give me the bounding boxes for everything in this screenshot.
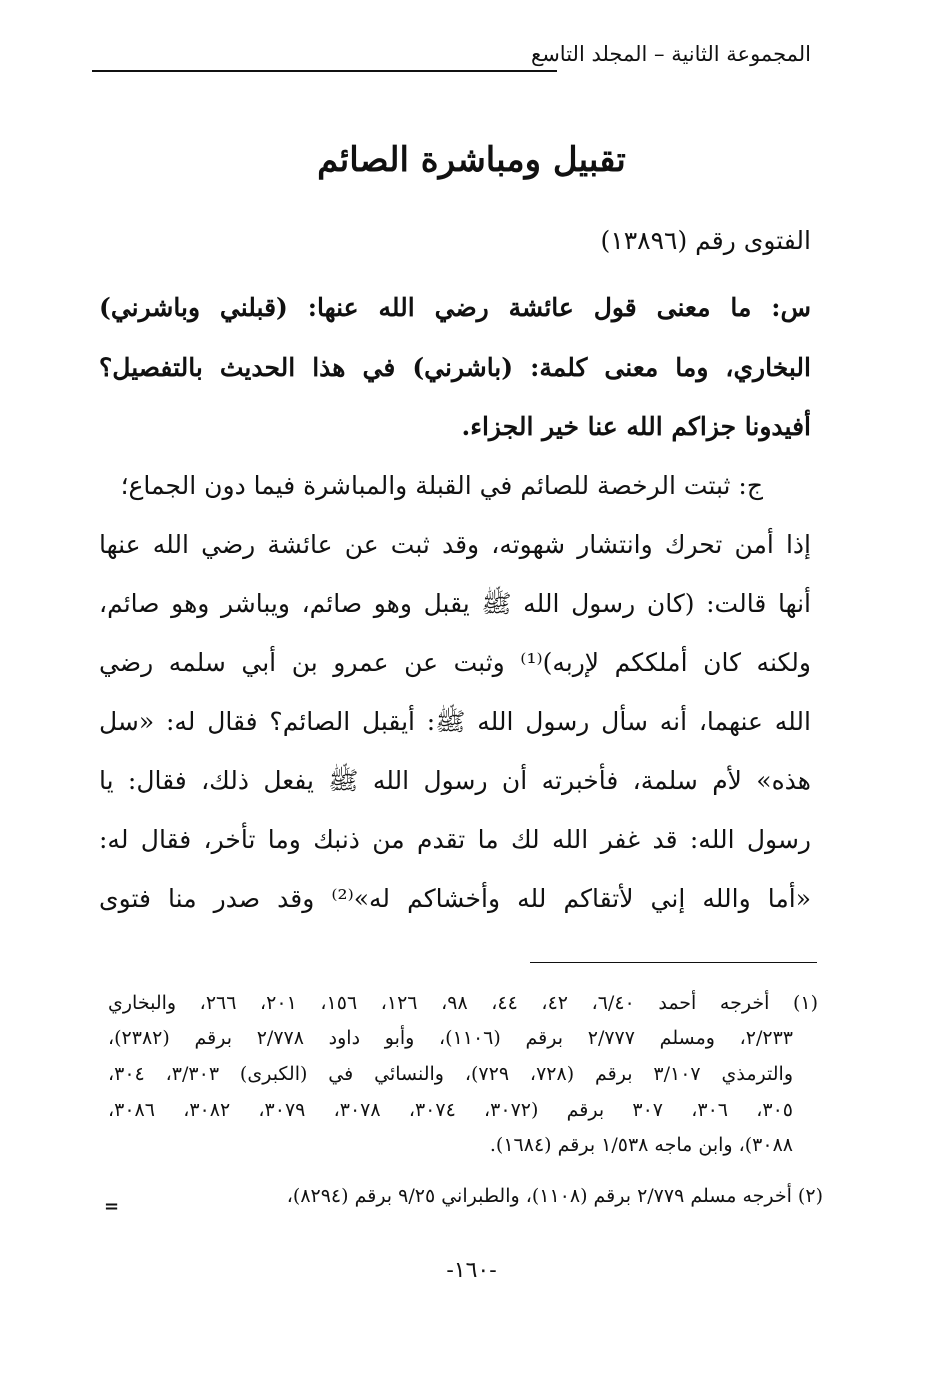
running-header: المجموعة الثانية – المجلد التاسع (531, 42, 811, 66)
footnote-line: والترمذي ٣/١٠٧ برقم (٧٢٨، ٧٢٩)، والنسائي في (الكبرى) ٣/٣٠٣، ٣٠٤، (108, 1063, 793, 1085)
answer-line: ج: ثبتت الرخصة للصائم في القبلة والمباشرة فيما دون الجماع؛ (120, 471, 763, 500)
question-line: البخاري، وما معنى كلمة: (باشرني) في هذا الحديث بالتفصيل؟ (99, 353, 811, 382)
footnote-line: (١) أخرجه أحمد ٦/٤٠، ٤٢، ٤٤، ٩٨، ١٢٦، ١٥٦، ٢٠١، ٢٦٦، والبخاري (108, 992, 818, 1014)
fatwa-number: الفتوى رقم (١٣٨٩٦) (600, 226, 811, 255)
question-line: أفيدونا جزاكم الله عنا خير الجزاء. (461, 412, 811, 441)
answer-line: هذه» لأم سلمة، فأخبرته أن رسول الله ﷺ يفعل ذلك، فقال: يا (99, 766, 811, 795)
question-line: س: ما معنى قول عائشة رضي الله عنها: (قبلني وباشرني) (99, 293, 811, 322)
answer-line: رسول الله: قد غفر الله لك ما تقدم من ذنبك وما تأخر، فقال له: (99, 825, 811, 854)
answer-line: الله عنهما، أنه سأل رسول الله ﷺ: أيقبل الصائم؟ فقال له: «سل (99, 707, 811, 736)
header-rule (92, 70, 557, 72)
answer-line: أنها قالت: (كان رسول الله ﷺ يقبل وهو صائم، ويباشر وهو صائم، (99, 589, 811, 618)
continuation-mark: = (104, 1196, 120, 1217)
footnote-separator (530, 962, 817, 963)
footnote-line: ٣٠٥، ٣٠٦، ٣٠٧ برقم (٣٠٧٢، ٣٠٧٤، ٣٠٧٨، ٣٠٧٩، ٣٠٨٢، ٣٠٨٦، (108, 1099, 793, 1121)
footnote-line: (٢) أخرجه مسلم ٢/٧٧٩ برقم (١١٠٨)، والطبراني ٩/٢٥ برقم (٨٢٩٤)، (286, 1185, 823, 1207)
answer-line: إذا أمن تحرك وانتشار شهوته، وقد ثبت عن عائشة رضي الله عنها (99, 530, 811, 559)
footnote-line: ٢/٢٣٣، ومسلم ٢/٧٧٧ برقم (١١٠٦)، وأبو داود ٢/٧٧٨ برقم (٢٣٨٢)، (108, 1027, 793, 1049)
footnote-line: ٣٠٨٨)، وابن ماجه ١/٥٣٨ برقم (١٦٨٤). (489, 1134, 793, 1156)
page-title: تقبيل ومباشرة الصائم (317, 140, 626, 180)
answer-line: ولكنه كان أملككم لإربه)⁽¹⁾ وثبت عن عمرو بن أبي سلمه رضي (99, 648, 811, 677)
answer-line: «أما والله إني لأتقاكم لله وأخشاكم له»⁽²⁾ وقد صدر منا فتوى (99, 884, 811, 913)
page-number: -١٦٠- (446, 1258, 497, 1283)
